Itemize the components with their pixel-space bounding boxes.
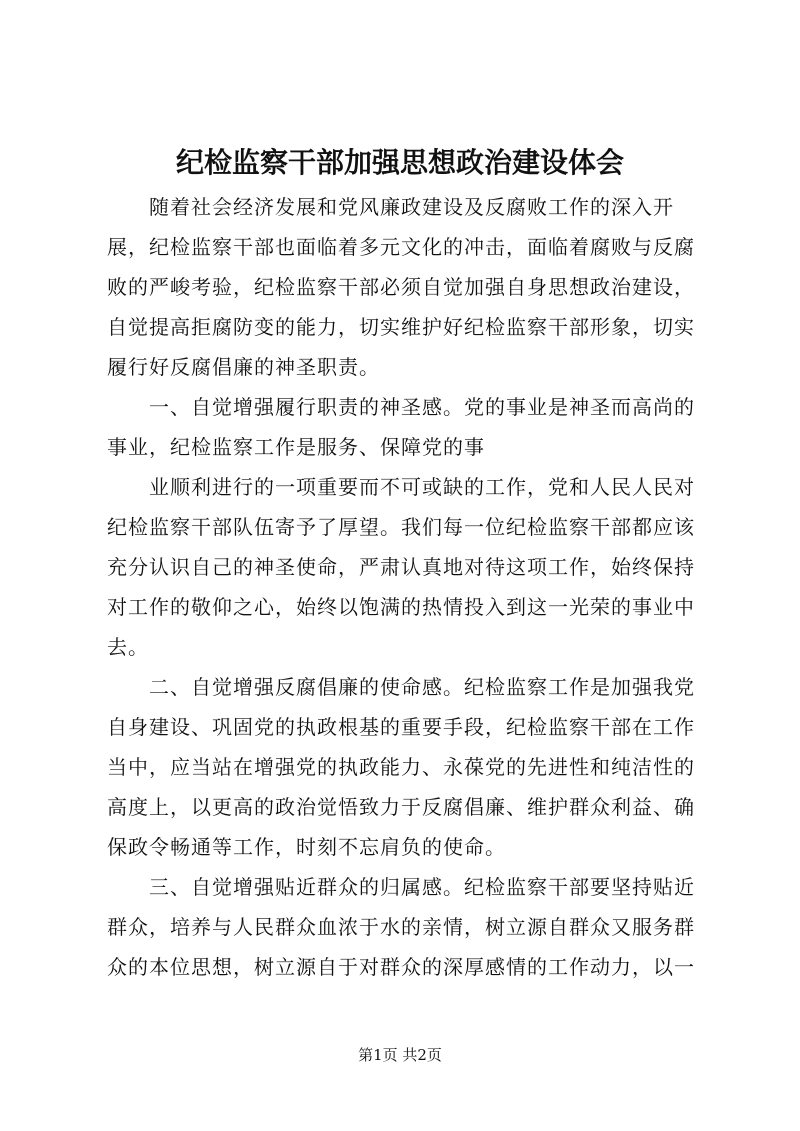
text-line: 群众，培养与人民群众血浓于水的亲情，树立源自群众又服务群 xyxy=(107,915,695,939)
text-line: 履行好反腐倡廉的神圣职责。 xyxy=(107,355,380,379)
text-line: 事业，纪检监察工作是服务、保障党的事 xyxy=(107,435,485,459)
text-line: 三、自觉增强贴近群众的归属感。纪检监察干部要坚持贴近 xyxy=(149,875,695,899)
document-body xyxy=(107,187,707,987)
text-line: 自觉提高拒腐防变的能力，切实维护好纪检监察干部形象，切实 xyxy=(107,315,695,339)
text-line: 业顺利进行的一项重要而不可或缺的工作，党和人民人民对 xyxy=(149,475,695,499)
document-title: 纪检监察干部加强思想政治建设体会 xyxy=(175,146,624,179)
text-line: 高度上，以更高的政治觉悟致力于反腐倡廉、维护群众利益、确 xyxy=(107,795,695,819)
text-line: 纪检监察干部队伍寄予了厚望。我们每一位纪检监察干部都应该 xyxy=(107,515,695,539)
text-line: 败的严峻考验，纪检监察干部必须自觉加强自身思想政治建设， xyxy=(107,275,695,299)
page-number: 第1页 共2页 xyxy=(358,1046,442,1064)
text-line: 随着社会经济发展和党风廉政建设及反腐败工作的深入开 xyxy=(149,195,674,219)
text-line: 自身建设、巩固党的执政根基的重要手段，纪检监察干部在工作 xyxy=(107,715,695,739)
text-line: 对工作的敬仰之心，始终以饱满的热情投入到这一光荣的事业中 xyxy=(107,595,695,619)
text-line: 去。 xyxy=(107,635,149,659)
text-line: 当中，应当站在增强党的执政能力、永葆党的先进性和纯洁性的 xyxy=(107,755,695,779)
text-line: 充分认识自己的神圣使命，严肃认真地对待这项工作，始终保持 xyxy=(107,555,695,579)
text-line: 二、自觉增强反腐倡廉的使命感。纪检监察工作是加强我党 xyxy=(149,675,695,699)
text-line: 众的本位思想，树立源自于对群众的深厚感情的工作动力，以一 xyxy=(107,955,695,979)
text-line: 展，纪检监察干部也面临着多元文化的冲击，面临着腐败与反腐 xyxy=(107,235,695,259)
text-line: 一、自觉增强履行职责的神圣感。党的事业是神圣而高尚的 xyxy=(149,395,695,419)
text-line: 保政令畅通等工作，时刻不忘肩负的使命。 xyxy=(107,835,506,859)
